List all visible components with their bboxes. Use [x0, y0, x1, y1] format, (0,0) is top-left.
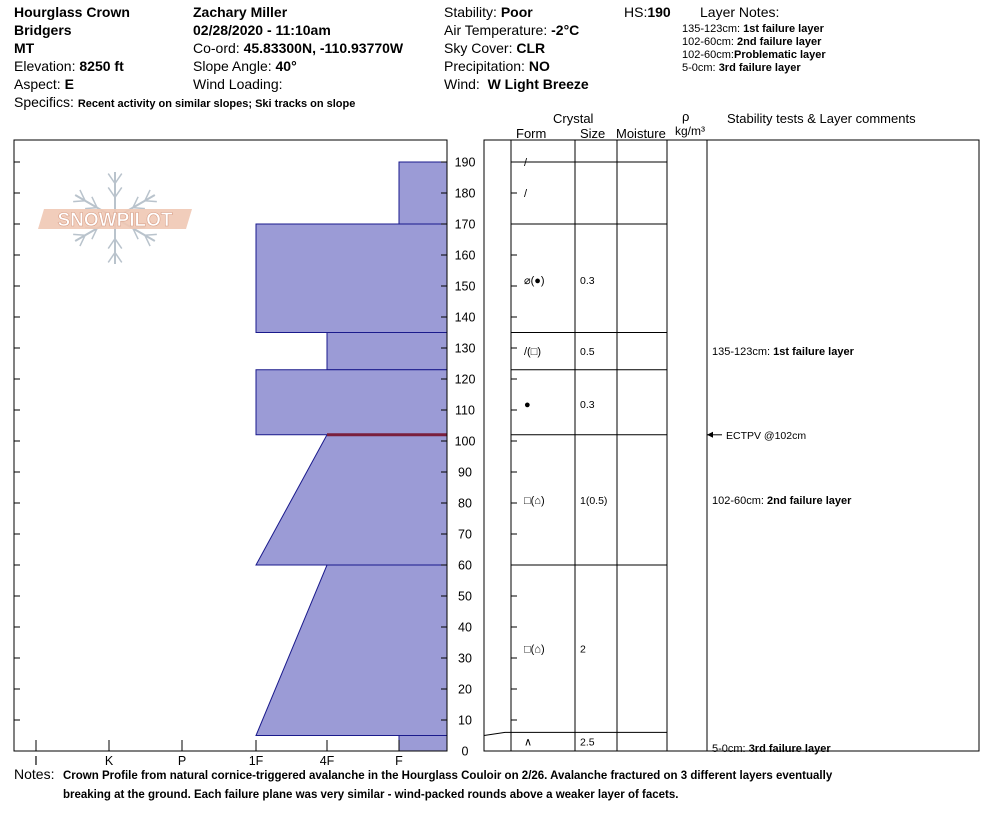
crystal-size: 1(0.5): [580, 494, 608, 507]
ground-connector: [484, 732, 511, 735]
height-tick-label: 70: [458, 527, 472, 542]
precip-value: NO: [528, 58, 550, 74]
crystal-size: 0.3: [580, 274, 595, 287]
notes-line-1: Crown Profile from natural cornice-triggered avalanche in the Hourglass Couloir on 2/26. Avalanche fractured on 3 different layers eventually: [63, 770, 833, 782]
layer-comment-text: 2nd failure layer: [767, 494, 852, 507]
snowflake-icon: [133, 208, 145, 209]
height-tick-label: 40: [458, 620, 472, 635]
crystal-size: 2.5: [580, 736, 595, 749]
air-temp-value: -2°C: [551, 22, 580, 38]
snowflake-icon: [85, 208, 97, 209]
observation-datetime: 02/28/2020 - 11:10am: [193, 22, 331, 38]
height-tick-label: 110: [455, 403, 475, 418]
density-symbol: ρ: [682, 109, 690, 124]
stability-value: Poor: [500, 4, 533, 20]
hardness-tick-label: 1F: [248, 754, 264, 768]
crystal-form: /: [524, 157, 528, 169]
precip-label: Precipitation:: [444, 58, 525, 74]
layer-note-text: 3rd failure layer: [718, 62, 801, 74]
air-temp-label: Air Temperature:: [444, 22, 548, 38]
height-tick-label: 100: [454, 434, 476, 449]
layer-comment-text: 3rd failure layer: [748, 742, 831, 755]
notes-line-2: breaking at the ground. Each failure plane was very similar - wind-packed rounds above a weaker layer of facets.: [63, 789, 679, 801]
hs-label: HS:: [624, 4, 648, 20]
layer-note-range: 5-0cm:: [682, 62, 716, 74]
layer-note-text: Problematic layer: [733, 49, 826, 61]
snowflake-icon: [115, 239, 122, 249]
hardness-layer: [256, 370, 447, 435]
height-tick-label: 140: [454, 310, 476, 325]
logo-text: SNOWPILOT: [57, 210, 173, 231]
specifics-value: Recent activity on similar slopes; Ski tracks on slope: [77, 98, 356, 110]
height-tick-label: 80: [458, 496, 472, 511]
sky-label: Sky Cover:: [444, 40, 513, 56]
aspect-label: Aspect:: [14, 76, 61, 92]
axes: [14, 140, 979, 768]
density-unit: kg/m³: [675, 124, 705, 138]
height-tick-label: 170: [454, 217, 476, 232]
sky-value: CLR: [516, 40, 546, 56]
profile-frame: [484, 140, 979, 751]
height-tick-label: 190: [454, 155, 476, 170]
layer-comment-range: 5-0cm:: [712, 742, 749, 755]
crystal-size: 0.5: [580, 346, 595, 359]
height-tick-label: 20: [458, 682, 472, 697]
layer-comment-text: 1st failure layer: [773, 346, 854, 359]
layer-comment: [712, 743, 831, 755]
layer-note-range: 102-60cm:: [682, 49, 734, 61]
slope-value: 40°: [275, 58, 297, 74]
form-header: Form: [516, 126, 547, 141]
hardness-layer: [399, 162, 447, 224]
hardness-layer: [256, 565, 447, 736]
height-tick-label: 50: [458, 589, 472, 604]
stability-tests-header: Stability tests & Layer comments: [727, 111, 916, 126]
height-tick-label: 130: [454, 341, 476, 356]
height-tick-label: 150: [454, 279, 476, 294]
snowflake-icon: [108, 174, 115, 184]
hardness-layer: [256, 224, 447, 333]
specifics-label: Specifics:: [14, 94, 74, 110]
snowflake-icon: [73, 201, 85, 202]
layer-comment-range: 135-123cm:: [712, 346, 774, 359]
layer-note-range: 135-123cm:: [682, 23, 741, 35]
layer-notes-title: Layer Notes:: [700, 4, 780, 20]
crystal-form: ●: [524, 398, 531, 411]
size-header: Size: [580, 126, 606, 141]
layer-note-range: 102-60cm:: [682, 36, 734, 48]
hardness-tick-label: K: [104, 754, 114, 768]
moisture-header: Moisture: [616, 126, 666, 141]
height-tick-label: 10: [458, 713, 472, 728]
height-tick-label: 30: [458, 651, 472, 666]
snowflake-icon: [108, 187, 115, 197]
layer-comment-range: 102-60cm:: [712, 494, 768, 507]
crystal-size: 0.3: [580, 398, 595, 411]
hardness-layer: [327, 333, 447, 370]
snowflake-icon: [115, 253, 122, 263]
height-tick-label: 60: [458, 558, 472, 573]
snowflake-icon: [145, 201, 157, 202]
hardness-layer: [256, 435, 447, 565]
stability-label: Stability:: [444, 4, 497, 20]
stability-tests: [707, 346, 855, 755]
hardness-tick-label: F: [395, 754, 403, 768]
height-tick-label: 180: [454, 186, 476, 201]
hs-value: 190: [647, 4, 671, 20]
crystal-form: ⌀(●): [524, 274, 545, 287]
wind-value: W Light Breeze: [487, 76, 589, 92]
observer-name: Zachary Miller: [193, 4, 288, 20]
location-state: MT: [14, 40, 35, 56]
snowflake-icon: [145, 234, 157, 235]
layer-note-text: 1st failure layer: [743, 23, 824, 35]
hardness-tick-label: P: [177, 754, 187, 768]
elevation-label: Elevation:: [14, 58, 76, 74]
coord-value: 45.83300N, -110.93770W: [243, 40, 404, 56]
crystal-form: /: [524, 188, 528, 200]
location-range: Bridgers: [14, 22, 72, 38]
height-tick-label: 0: [461, 744, 469, 759]
hardness-layers: [256, 162, 447, 751]
location-name: Hourglass Crown: [14, 4, 130, 20]
snowflake-icon: [73, 234, 85, 235]
hardness-tick-label: 4F: [319, 754, 335, 768]
test-arrow-head: [707, 432, 713, 438]
crystal-header: Crystal: [553, 111, 594, 126]
crystal-form: ∧: [524, 736, 533, 749]
layer-comment: [712, 346, 855, 358]
wind-label: Wind:: [444, 76, 480, 92]
hardness-tick-label: I: [34, 754, 38, 768]
layer-comment: [712, 495, 852, 507]
snowflake-icon: [108, 239, 115, 249]
layer-note-text: 2nd failure layer: [737, 36, 822, 48]
crystal-form: /(□): [524, 346, 542, 359]
elevation-value: 8250 ft: [79, 58, 124, 74]
crystal-size: 2: [580, 643, 586, 656]
snowflake-icon: [108, 253, 115, 263]
stability-test-label: ECTPV @102cm: [726, 429, 807, 442]
slope-label: Slope Angle:: [193, 58, 272, 74]
height-tick-label: 120: [454, 372, 476, 387]
height-tick-label: 90: [458, 465, 472, 480]
aspect-value: E: [64, 76, 74, 92]
snowpilot-logo: [38, 172, 192, 264]
snowflake-icon: [115, 187, 122, 197]
hardness-layer: [399, 736, 447, 752]
wind-loading-label: Wind Loading:: [193, 76, 283, 92]
coord-label: Co-ord:: [193, 40, 240, 56]
height-tick-label: 160: [454, 248, 476, 263]
crystal-form: □(⌂): [524, 494, 545, 507]
snowflake-icon: [115, 174, 122, 184]
notes-label: Notes:: [14, 766, 55, 782]
crystal-form: □(⌂): [524, 643, 545, 656]
